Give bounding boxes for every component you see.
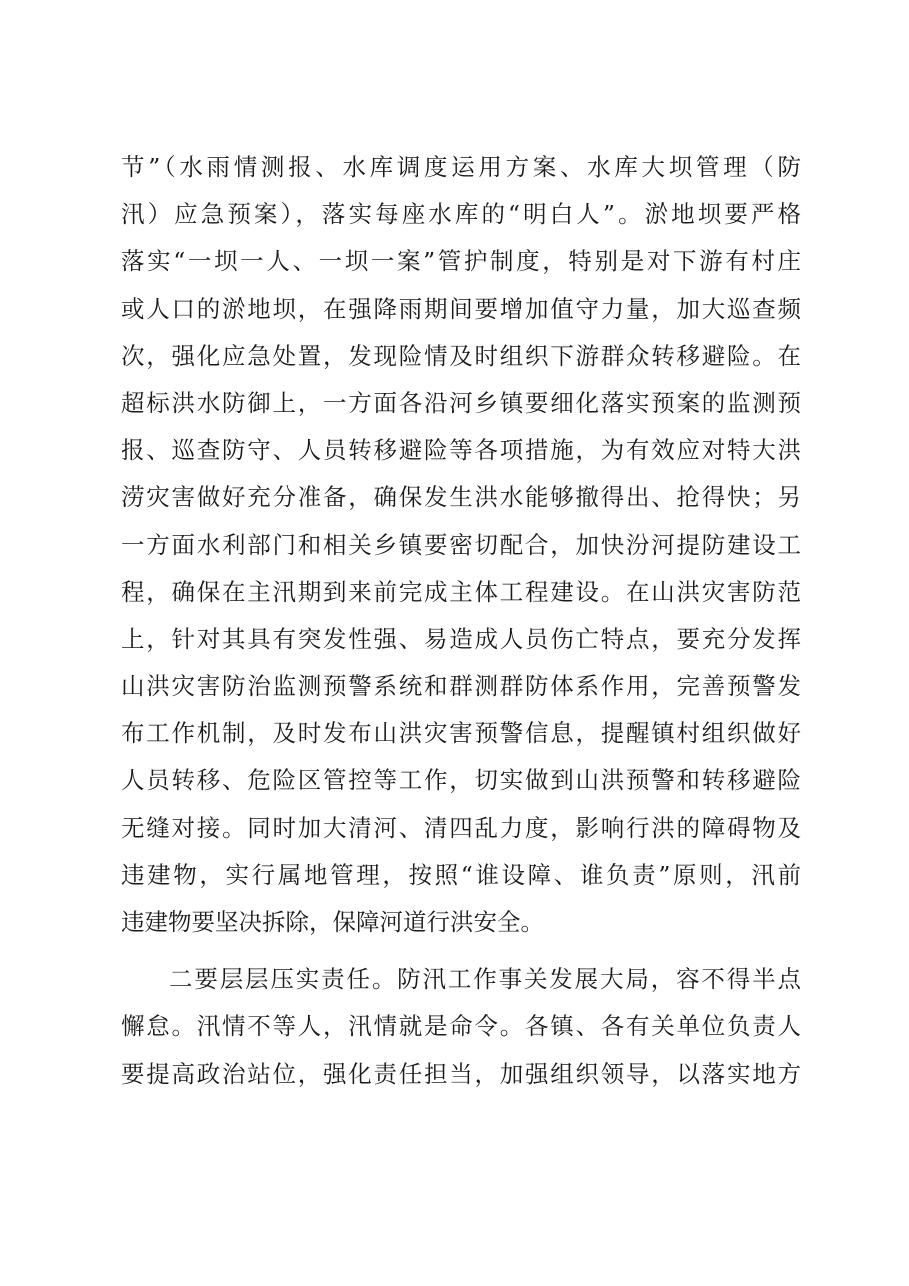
text-line: 涝灾害做好充分准备，确保发生洪水能够撤得出、抢得快；另 [121, 483, 801, 512]
text-line: 违建物，实行属地管理，按照“谁设障、谁负责”原则，汛前 [121, 860, 801, 889]
text-line: 或人口的淤地坝，在强降雨期间要增加值守力量，加大巡查频 [121, 294, 801, 323]
text-line: 违建物要坚决拆除，保障河道行洪安全。 [121, 908, 544, 936]
text-line: 二要层层压实责任。防汛工作事关发展大局，容不得半点 [169, 965, 801, 994]
paragraph [121, 144, 801, 946]
text-line: 懈怠。汛情不等人，汛情就是命令。各镇、各有关单位负责人 [121, 1012, 801, 1041]
text-line: 上，针对其具有突发性强、易造成人员伤亡特点，要充分发挥 [121, 624, 801, 653]
text-line: 节”（水雨情测报、水库调度运用方案、水库大坝管理（防 [121, 153, 801, 181]
text-line: 汛）应急预案），落实每座水库的“明白人”。淤地坝要严格 [121, 200, 801, 229]
text-line: 一方面水利部门和相关乡镇要密切配合，加快汾河提防建设工 [121, 530, 801, 559]
text-line: 次，强化应急处置，发现险情及时组织下游群众转移避险。在 [121, 341, 801, 370]
text-line: 无缝对接。同时加大清河、清四乱力度，影响行洪的障碍物及 [121, 813, 801, 842]
paragraph [121, 956, 801, 1098]
document-body [121, 144, 801, 1098]
text-line: 超标洪水防御上，一方面各沿河乡镇要细化落实预案的监测预 [121, 388, 801, 417]
text-line: 山洪灾害防治监测预警系统和群测群防体系作用，完善预警发 [121, 672, 801, 701]
text-line: 要提高政治站位，强化责任担当，加强组织领导，以落实地方 [121, 1059, 801, 1088]
text-line: 落实“一坝一人、一坝一案”管护制度，特别是对下游有村庄 [121, 247, 801, 276]
text-line: 布工作机制，及时发布山洪灾害预警信息，提醒镇村组织做好 [121, 719, 801, 748]
text-line: 报、巡查防守、人员转移避险等各项措施，为有效应对特大洪 [121, 436, 801, 465]
paragraph-spacer [121, 946, 801, 956]
text-line: 程，确保在主汛期到来前完成主体工程建设。在山洪灾害防范 [121, 577, 801, 606]
text-line: 人员转移、危险区管控等工作，切实做到山洪预警和转移避险 [121, 766, 801, 795]
